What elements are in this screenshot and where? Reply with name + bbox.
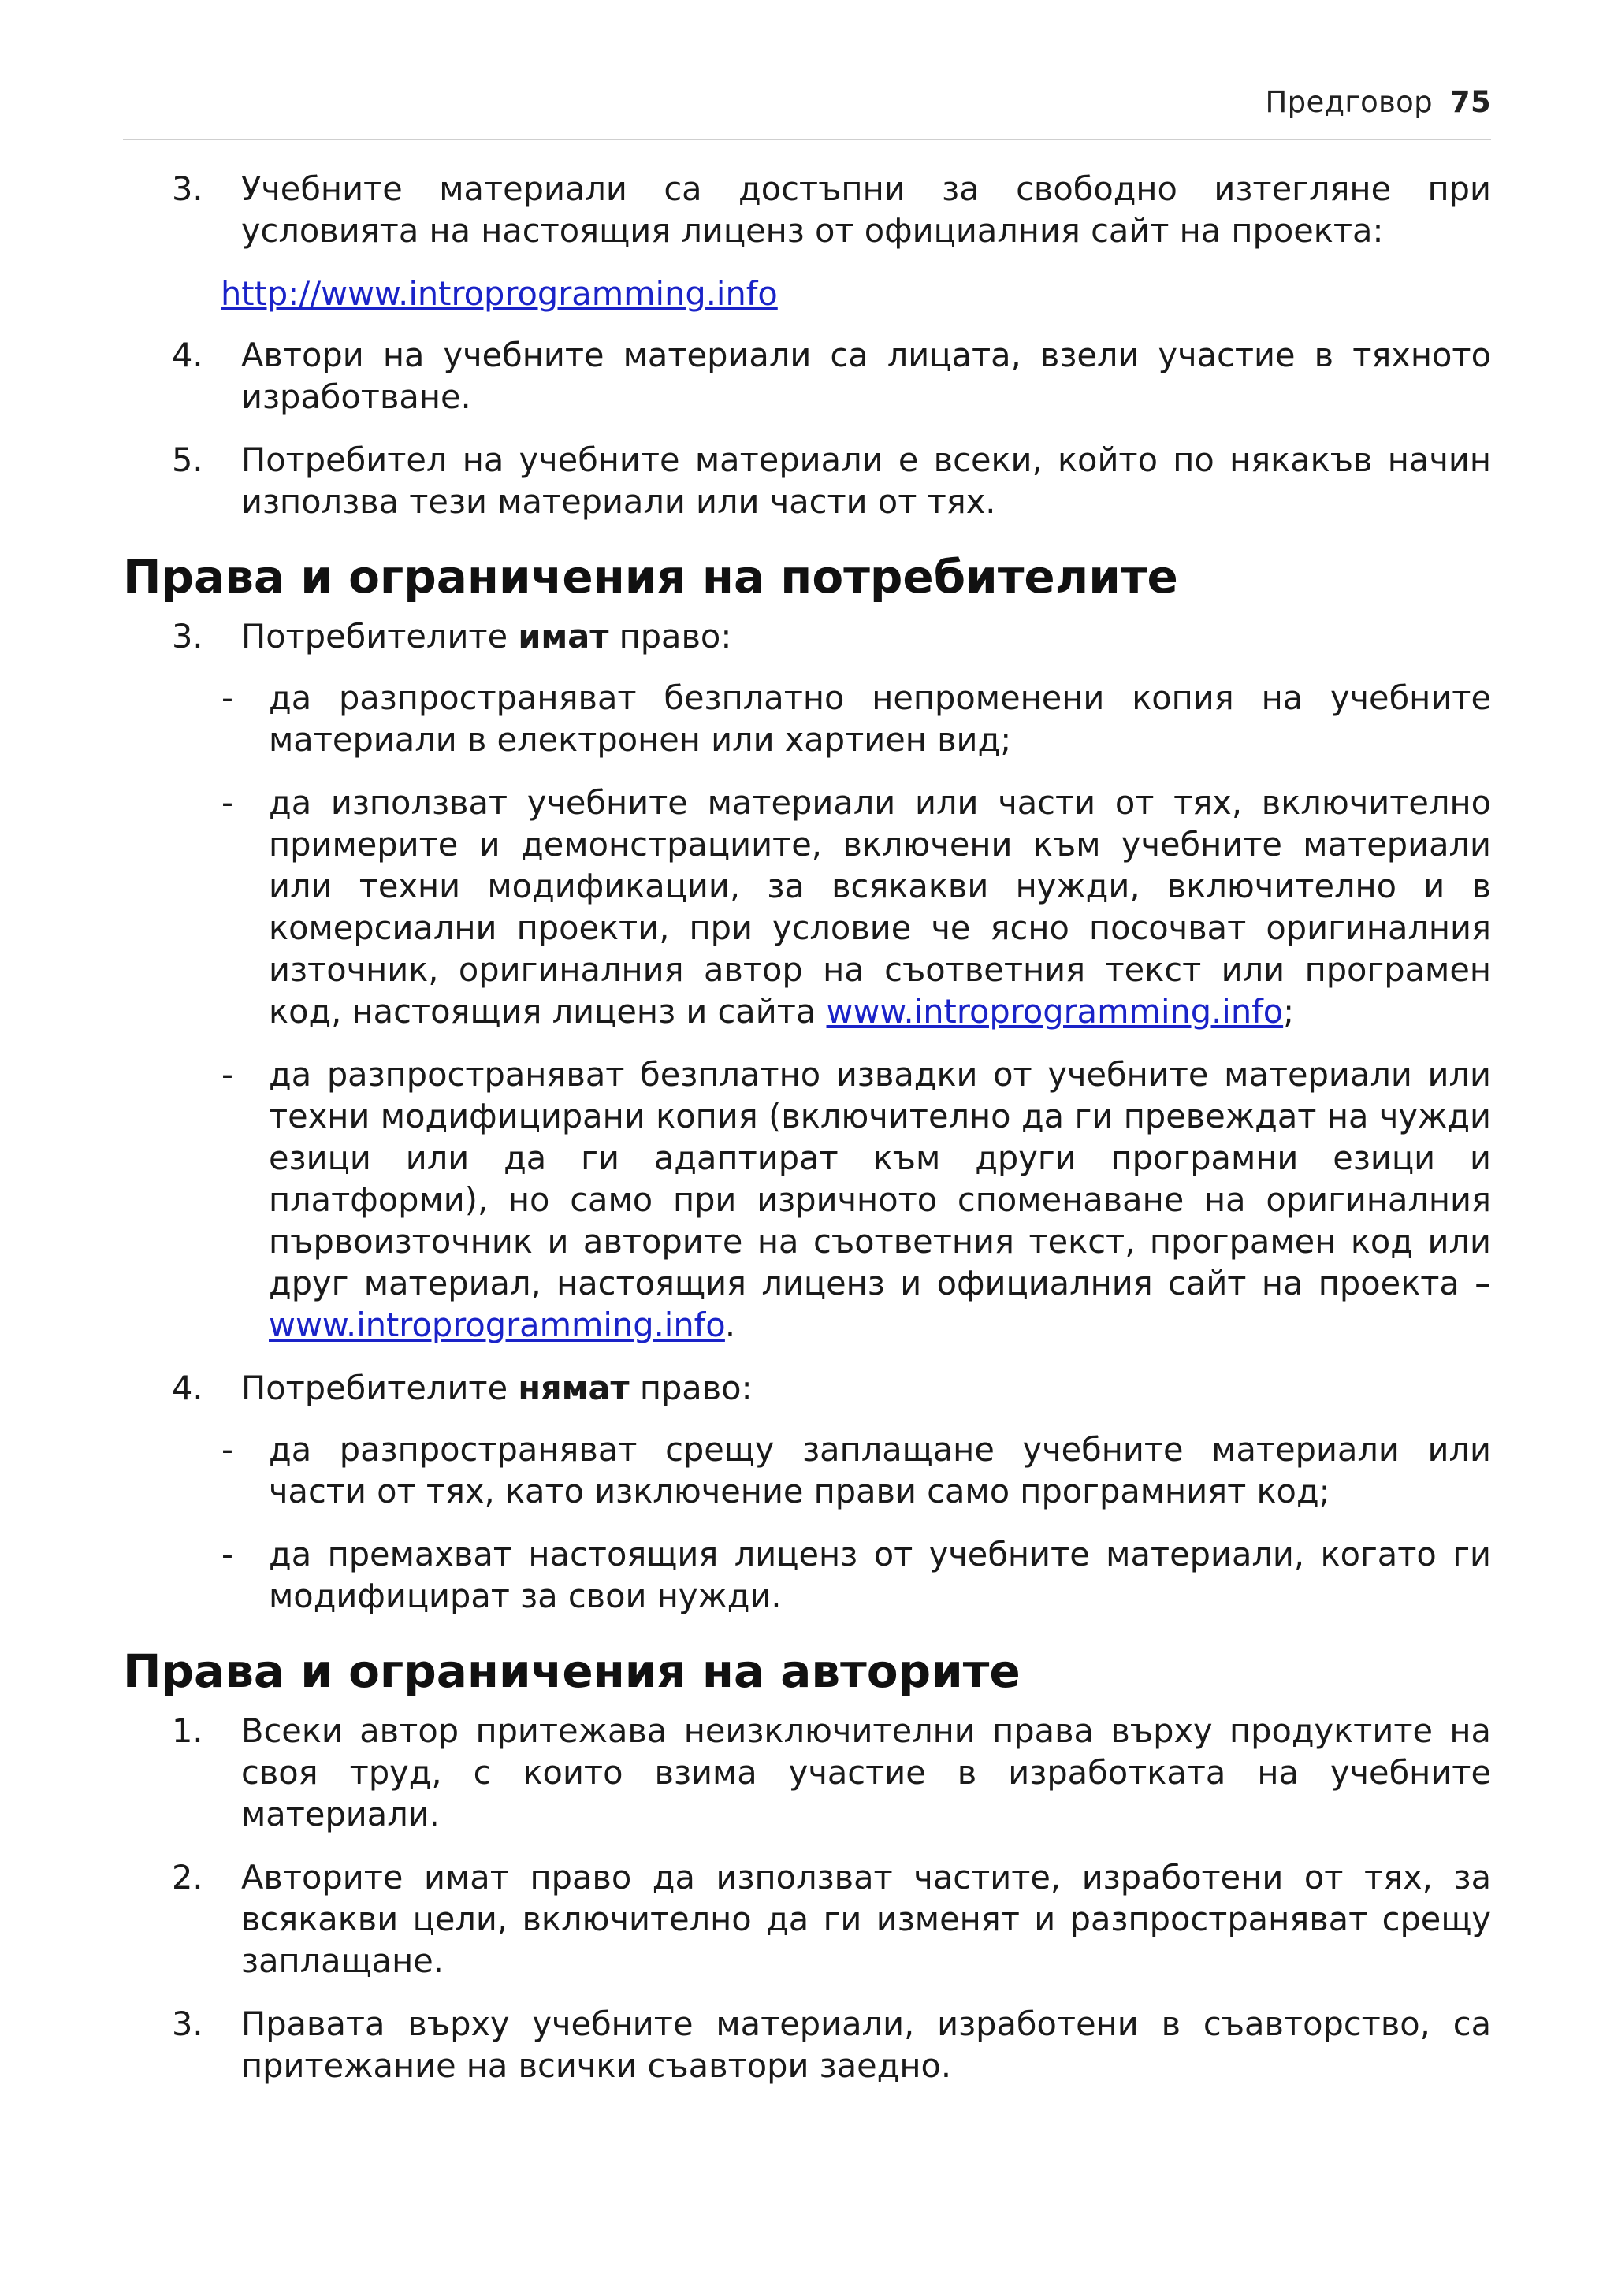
list-number: 3. <box>172 2004 203 2043</box>
sublist-item <box>123 1533 1491 1617</box>
running-header <box>1266 85 1491 119</box>
list-item <box>123 1856 1491 1982</box>
sublist-item <box>123 1428 1491 1512</box>
list-item-text <box>241 1367 1491 1409</box>
sublist-item-text: да разпространяват безплатно непроменени копия на учебните материали в електронен или хартиен вид; <box>269 678 1491 759</box>
project-url-line <box>123 273 1491 314</box>
sublist-item-text: да разпространяват срещу заплащане учебните материали или части от тях, като изключение прави само програмният код; <box>269 1430 1491 1510</box>
list-number: 2. <box>172 1858 203 1897</box>
text-after-link: . <box>724 1306 736 1344</box>
text-suffix: право: <box>608 617 732 656</box>
list-item <box>123 168 1491 251</box>
header-section-title: Предговор <box>1265 85 1433 119</box>
list-number: 3. <box>172 617 203 656</box>
list-item-text <box>241 615 1491 657</box>
definitions-list-continued <box>123 334 1491 522</box>
sublist-item-text <box>269 1053 1491 1346</box>
sublist-item-text: да премахват настоящия лиценз от учебните материали, когато ги модифицират за свои нужди. <box>269 1535 1491 1615</box>
dash-marker: - <box>221 1430 233 1469</box>
have-rights-sublist <box>221 677 1491 1346</box>
no-rights-sublist <box>221 1428 1491 1617</box>
emphasis-have: имат <box>518 617 609 656</box>
list-number: 1. <box>172 1711 203 1750</box>
authors-section-heading: Права и ограничения на авторите <box>123 1644 1021 1698</box>
list-item-text: Правата върху учебните материали, изработени в съавторство, са притежание на всички съавтори заедно. <box>241 2004 1491 2085</box>
site-link[interactable]: www.introprogramming.info <box>826 992 1284 1031</box>
list-item-text: Всеки автор притежава неизключителни права върху продуктите на своя труд, с които взима участие в изработката на учебните материали. <box>241 1711 1491 1833</box>
list-item <box>123 439 1491 522</box>
emphasis-no: нямат <box>518 1369 630 1407</box>
definitions-list <box>123 168 1491 251</box>
text-prefix: Потребителите <box>241 617 519 656</box>
sublist-item <box>123 677 1491 760</box>
sublist-item <box>123 782 1491 1032</box>
list-item <box>123 2003 1491 2086</box>
text-before-link: да разпространяват безплатно извадки от учебните материали или техни модифицирани копия (включително да ги превеждат на чужди езици или да ги адаптират към други програмни езици и платформи), но само при изричното споменаване на оригиналния първоизточник и авторите на съответния текст, програмен код или друг материал, настоящия лиценз и официалния сайт на проекта – <box>269 1055 1491 1302</box>
page-content <box>123 168 1491 2108</box>
list-number: 4. <box>172 336 203 374</box>
list-item-text: Потребител на учебните материали е всеки, който по някакъв начин използва тези материали или части от тях. <box>241 440 1491 521</box>
dash-marker: - <box>221 1535 233 1573</box>
list-number: 4. <box>172 1369 203 1407</box>
list-item <box>123 334 1491 418</box>
users-rights-list <box>123 615 1491 1617</box>
project-url-link[interactable]: http://www.introprogramming.info <box>221 274 778 313</box>
text-prefix: Потребителите <box>241 1369 519 1407</box>
header-rule <box>123 139 1491 140</box>
list-item <box>123 1710 1491 1835</box>
text-suffix: право: <box>629 1369 753 1407</box>
list-item-no-rights <box>123 1367 1491 1617</box>
list-number: 5. <box>172 440 203 479</box>
text-before-link: да използват учебните материали или части от тях, включително примерите и демонстрациите, включени към учебните материали или техни модификации, за всякакви нужди, включително и в комерсиални проекти, при условие че ясно посочват оригиналния източник, оригиналния автор на съответния текст или програмен код, настоящия лиценз и сайта <box>269 783 1491 1031</box>
list-item-have-rights <box>123 615 1491 1346</box>
dash-marker: - <box>221 783 233 822</box>
authors-rights-list <box>123 1710 1491 2086</box>
list-item-text: Авторите имат право да използват частите, изработени от тях, за всякакви цели, включително да ги изменят и разпространяват срещу заплащане. <box>241 1858 1491 1980</box>
list-item-text: Автори на учебните материали са лицата, взели участие в тяхното изработване. <box>241 336 1491 416</box>
dash-marker: - <box>221 678 233 717</box>
sublist-item-text <box>269 782 1491 1032</box>
dash-marker: - <box>221 1055 233 1094</box>
text-after-link: ; <box>1283 992 1295 1031</box>
sublist-item <box>123 1053 1491 1346</box>
list-number: 3. <box>172 169 203 208</box>
list-item-text: Учебните материали са достъпни за свободно изтегляне при условията на настоящия лиценз от официалния сайт на проекта: <box>241 169 1491 250</box>
users-section-heading: Права и ограничения на потребителите <box>123 550 1178 604</box>
page-number: 75 <box>1449 85 1491 119</box>
site-link[interactable]: www.introprogramming.info <box>269 1306 725 1344</box>
